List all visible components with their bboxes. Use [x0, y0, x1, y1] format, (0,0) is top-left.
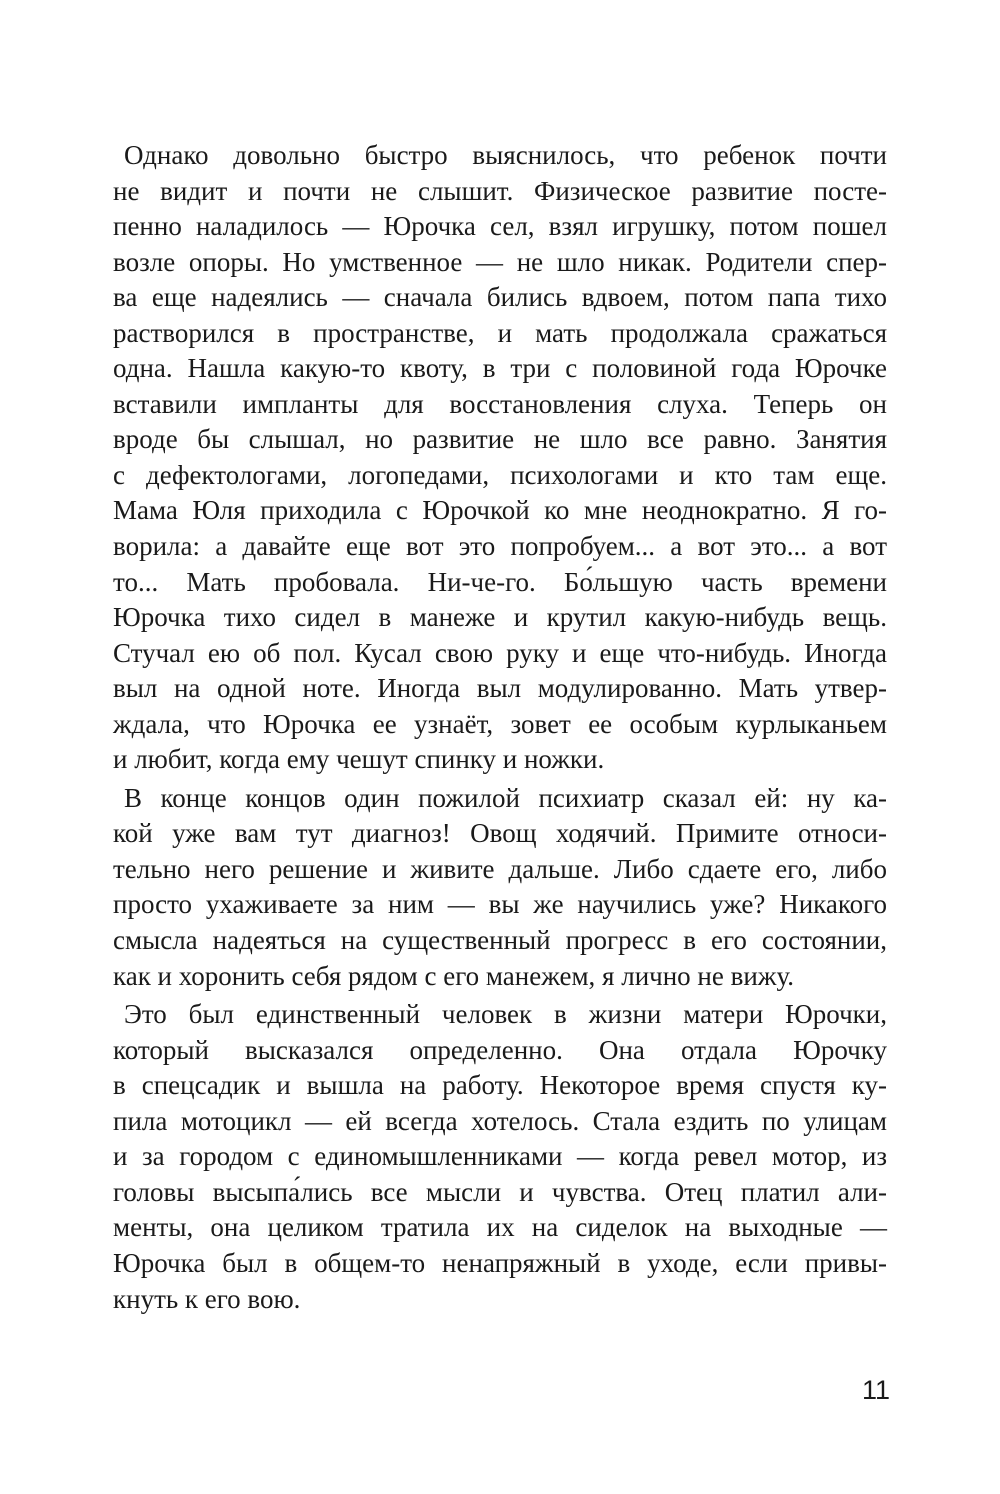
- text-line: растворился в пространстве, и мать продолжала сражаться: [113, 317, 887, 348]
- text-line: в спецсадик и вышла на работу. Некоторое время спустя ку-: [113, 1070, 887, 1101]
- text-line: кой уже вам тут диагноз! Овощ ходячий. Примите относи-: [113, 818, 887, 849]
- text-line: выл на одной ноте. Иногда выл модулированно. Мать утвер-: [113, 673, 887, 704]
- body-text: [113, 138, 887, 1317]
- text-line: одна. Нашла какую-то квоту, в три с половиной года Юрочке: [113, 353, 887, 384]
- text-line: просто ухаживаете за ним — вы же научились уже? Никакого: [113, 889, 887, 920]
- text-line: пенно наладилось — Юрочка сел, взял игрушку, потом пошел: [113, 211, 887, 242]
- text-line: ва еще надеялись — сначала бились вдвоем, потом папа тихо: [113, 282, 887, 313]
- text-line: кнуть к его вою.: [113, 1283, 301, 1314]
- text-line: Это был единственный человек в жизни матери Юрочки,: [124, 999, 887, 1030]
- text-line: Стучал ею об пол. Кусал свою руку и еще что-нибудь. Иногда: [113, 637, 887, 668]
- paragraph-1: [113, 138, 887, 778]
- text-line: то... Мать пробовала. Ни-че-го. Бо́льшую часть времени: [113, 566, 887, 597]
- text-line: головы высыпа́лись все мысли и чувства. Отец платил али-: [113, 1176, 887, 1207]
- text-line: смысла надеяться на существенный прогресс в его состоянии,: [113, 925, 887, 956]
- page-number: 11: [861, 1375, 890, 1405]
- text-line: возле опоры. Но умственное — не шло никак. Родители спер-: [113, 246, 887, 277]
- paragraph-3: [113, 997, 887, 1317]
- text-line: не видит и почти не слышит. Физическое развитие посте-: [113, 175, 887, 206]
- text-line: ворила: а давайте еще вот это попробуем... а вот это... а вот: [113, 531, 887, 562]
- text-line: и за городом с единомышленниками — когда ревел мотор, из: [113, 1141, 887, 1172]
- text-line: вставили импланты для восстановления слуха. Теперь он: [113, 388, 887, 419]
- text-line: Юрочка тихо сидел в манеже и крутил какую-нибудь вещь.: [113, 602, 887, 633]
- text-line: пила мотоцикл — ей всегда хотелось. Стала ездить по улицам: [113, 1105, 887, 1136]
- text-line: Мама Юля приходила с Юрочкой ко мне неоднократно. Я го-: [113, 495, 887, 526]
- text-line: с дефектологами, логопедами, психологами и кто там еще.: [113, 459, 887, 490]
- text-line: вроде бы слышал, но развитие не шло все равно. Занятия: [113, 424, 887, 455]
- text-line: ждала, что Юрочка ее узнаёт, зовет ее особым курлыканьем: [113, 708, 887, 739]
- text-line: и любит, когда ему чешут спинку и ножки.: [113, 744, 605, 775]
- text-line: менты, она целиком тратила их на сиделок на выходные —: [113, 1212, 887, 1243]
- text-line: который высказался определенно. Она отдала Юрочку: [113, 1034, 887, 1065]
- paragraph-2: [113, 781, 887, 994]
- text-line: В конце концов один пожилой психиатр сказал ей: ну ка-: [124, 782, 887, 813]
- text-line: как и хоронить себя рядом с его манежем, я лично не вижу.: [113, 960, 795, 991]
- text-line: тельно него решение и живите дальше. Либо сдаете его, либо: [113, 853, 887, 884]
- text-line: Однако довольно быстро выяснилось, что ребенок почти: [124, 140, 887, 170]
- text-line: Юрочка был в общем-то ненапряжный в уходе, если привы-: [113, 1247, 887, 1278]
